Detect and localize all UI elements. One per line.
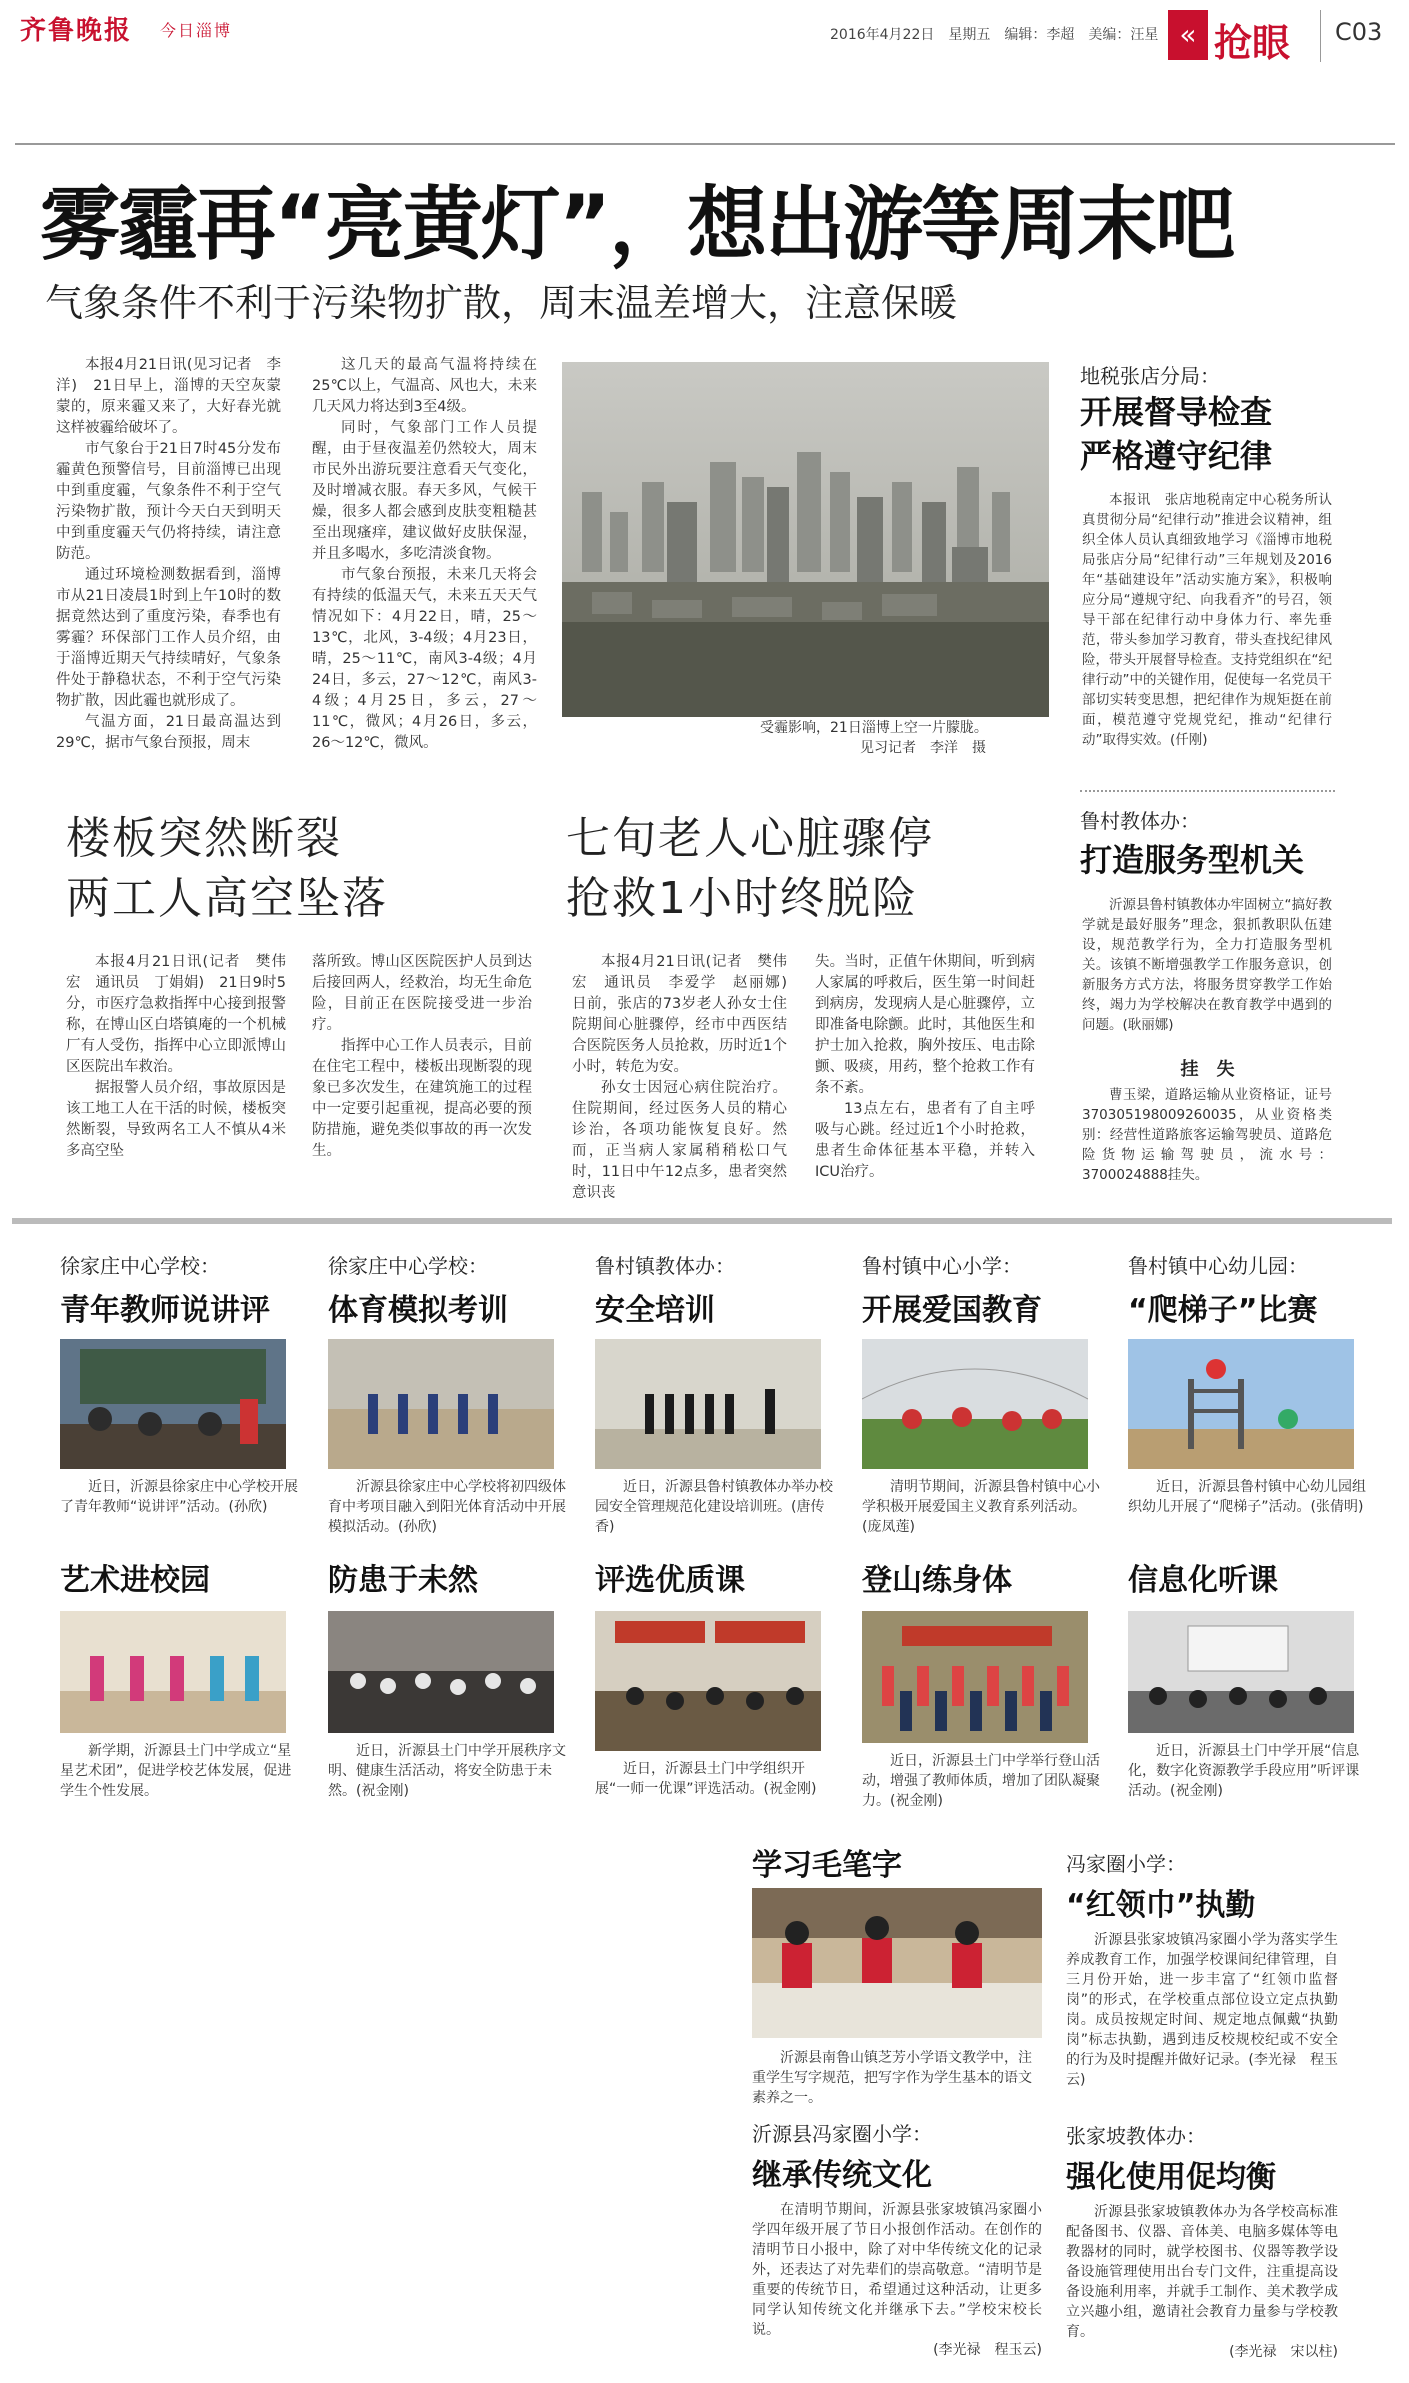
- grid-caption: [595, 1477, 835, 1537]
- paragraph: 本报4月21日讯(见习记者 李洋) 21日早上，淄博的天空灰蒙蒙的，原来霾又来了，大好春光就这样被霾给破坏了。: [56, 357, 281, 436]
- body-text: 本报讯 张店地税南定中心税务所认真贯彻分局“纪律行动”推进会议精神，组织全体人员认真细致地学习《淄博市地税局张店分局“纪律行动”三年规划及2016年“基础建设年”活动实施方案》，积极响应分局“遵规守纪、向我看齐”的号召，领导干部在纪律行动中身体力行、率先垂范，带头参加学习教育，带头查找纪律风险，带头开展督导检查。支持党组织在“纪律行动”中的关键作用，促使每一名党员干部切实转变思想，把纪律作为规矩挺在前面，模范遵守党规党纪，推动“纪律行动”取得实效。: [1082, 492, 1332, 748]
- grid-title: 开展爱国教育: [862, 1293, 1042, 1328]
- assembly-photo: [328, 1611, 554, 1733]
- art-performance-photo: [60, 1611, 286, 1733]
- caption-text: 近日，沂源县土门中学开展“信息化，数字化资源教学手段应用”听评课活动。: [1128, 1743, 1360, 1799]
- dateline: 2016年4月22日 星期五 编辑：李超 美编：汪星: [830, 27, 1159, 43]
- paragraph: 本报4月21日讯(记者 樊伟宏 通讯员 丁娟娟) 21日9时5分，市医疗急救指挥中心接到报警称，在博山区白塔镇庵的一个机械厂有人受伤，指挥中心立即派博山区医院出车救治。: [66, 954, 286, 1075]
- side-title-1: 开展督导检查: [1080, 393, 1273, 431]
- edition-name: 今日淄博: [160, 21, 233, 40]
- side-mid-body: [1082, 895, 1332, 1035]
- grid-item: [595, 1555, 835, 1799]
- equipment-body: [1066, 2202, 1338, 2362]
- byline: (祝金刚): [763, 1781, 817, 1797]
- story-title-2: 两工人高空坠落: [66, 873, 388, 924]
- paragraph: 13点左右，患者有了自主呼吸与心跳。经过近1个小时抢救，患者生命体征基本平稳，并转入ICU治疗。: [815, 1101, 1035, 1180]
- side-kicker: 冯家圈小学：: [1066, 1852, 1186, 1876]
- side-kicker: 鲁村教体办：: [1080, 809, 1200, 833]
- caption-text: 近日，沂源县鲁村镇中心幼儿园组织幼儿开展了“爬梯子”活动。: [1128, 1479, 1366, 1515]
- grid-item: [60, 1555, 300, 1801]
- side-kicker: 地税张店分局：: [1080, 364, 1220, 388]
- grid-item: [328, 1250, 568, 1537]
- equipment-title: 强化使用促均衡: [1066, 2160, 1276, 2195]
- paragraph: 指挥中心工作人员表示，目前在住宅工程中，楼板出现断裂的现象已多次发生，在建筑施工的过程中一定要引起重视，提高必要的预防措施，避免类似事故的再一次发生。: [312, 1038, 532, 1159]
- classroom-lesson-photo: [595, 1611, 821, 1751]
- newspaper-brand: 齐鲁晚报: [20, 16, 133, 46]
- byline: (张倩明): [1310, 1499, 1364, 1515]
- grid-kicker: 鲁村镇中心幼儿园：: [1128, 1254, 1308, 1278]
- greenhouse-photo: [862, 1339, 1088, 1469]
- grid-title: “爬梯子”比赛: [1128, 1293, 1318, 1328]
- grid-caption: [60, 1477, 300, 1517]
- fall-column-1: [66, 952, 286, 1162]
- story-title-1: 楼板突然断裂: [66, 813, 342, 864]
- divider: [1320, 10, 1321, 62]
- grid-title: 安全培训: [595, 1293, 715, 1328]
- grid-kicker: 徐家庄中心学校：: [328, 1254, 488, 1278]
- masthead: [0, 0, 1409, 80]
- fall-column-2: [312, 952, 532, 1162]
- caption-text: 近日，沂源县土门中学开展秩序文明、健康生活活动，将安全防患于未然。: [328, 1743, 566, 1799]
- caption-text: 近日，沂源县土门中学组织开展“一师一优课”评选活动。: [595, 1761, 805, 1797]
- paragraph: 失。当时，正值午休期间，听到病人家属的呼救后，医生第一时间赶到病房，发现病人是心脏骤停，立即准备电除颤。此时，其他医生和护士加入抢救，胸外按压、电击除颤、吸痰，用药，整个抢救工作有条不紊。: [815, 954, 1035, 1096]
- hiking-group-photo: [862, 1611, 1088, 1743]
- top-rule: [15, 143, 1395, 145]
- page-number: C03: [1335, 18, 1383, 46]
- grid-title: 信息化听课: [1128, 1563, 1278, 1598]
- body-text: 沂源县张家坡镇教体办为各学校高标准配备图书、仪器、音体美、电脑多媒体等电教器材的同时，就学校图书、仪器等教学设备设施管理使用出台专门文件，注重提高设备设施利用率，并就手工制作、美术教学成立兴趣小组，邀请社会教育力量参与学校教育。: [1066, 2204, 1338, 2340]
- caption-text: 受霾影响，21日淄博上空一片朦胧。: [760, 720, 988, 736]
- grid-title: 评选优质课: [595, 1563, 745, 1598]
- chevron-left-icon: «: [1168, 10, 1208, 60]
- grid-caption: [862, 1751, 1102, 1811]
- byline: (仟刚): [1170, 732, 1208, 748]
- grid-title: 防患于未然: [328, 1563, 478, 1598]
- side-kicker: 张家坡教体办：: [1066, 2124, 1206, 2148]
- grid-item: [1128, 1555, 1368, 1801]
- paragraph: 气温方面，21日最高温达到29℃，据市气象台预报，周末: [56, 714, 281, 751]
- paragraph: 据报警人员介绍，事故原因是该工地工人在干活的时候，楼板突然断裂，导致两名工人不慎从4米多高空坠: [66, 1080, 286, 1159]
- heart-column-1: [572, 952, 802, 1204]
- paragraph: 孙女士因冠心病住院治疗。住院期间，经过医务人员的精心诊治，各项功能恢复良好。然而，正当病人家属稍稍松口气时，11日中午12点多，患者突然意识丧: [572, 1080, 787, 1201]
- byline: (李光禄 宋以柱): [1229, 2344, 1338, 2360]
- paragraph: 市气象台于21日7时45分发布霾黄色预警信号，目前淄博已出现中到重度霾，气象条件不利于空气污染物扩散，预计今天白天到明天中到重度霾天气仍将持续，请注意防范。: [56, 441, 281, 562]
- grid-caption: [595, 1759, 835, 1799]
- divider: [1080, 790, 1335, 792]
- lost-notice-title: 挂 失: [1180, 1059, 1235, 1080]
- grid-caption: [1128, 1477, 1368, 1517]
- lead-headline: 雾霾再“亮黄灯”，想出游等周末吧: [40, 178, 1234, 271]
- tradition-body: [752, 2200, 1042, 2360]
- heart-column-2: [815, 952, 1035, 1183]
- classroom-photo: [60, 1339, 286, 1469]
- grid-caption: [60, 1741, 300, 1801]
- news-grid-row-1: [60, 1250, 1366, 1550]
- grid-caption: [862, 1477, 1102, 1537]
- caption-text: 清明节期间，沂源县鲁村镇中心小学积极开展爱国主义教育系列活动。: [862, 1479, 1100, 1515]
- paragraph: 落所致。博山区医院医护人员到达后接回两人，经救治，均无生命危险，目前正在医院接受进一步治疗。: [312, 954, 532, 1033]
- red-scarf-body: [1066, 1930, 1338, 2090]
- grid-title: 青年教师说讲评: [60, 1293, 270, 1328]
- byline: (祝金刚): [1170, 1783, 1223, 1799]
- grid-kicker: 徐家庄中心学校：: [60, 1254, 220, 1278]
- caption-text: 沂源县徐家庄中心学校将初四级体育中考项目融入到阳光体育活动中开展模拟活动。: [328, 1479, 566, 1535]
- lost-notice-body: [1082, 1085, 1332, 1185]
- grid-item: [862, 1555, 1102, 1811]
- section-divider: [12, 1218, 1392, 1224]
- smog-city-photo: [562, 362, 1049, 717]
- grid-title: 体育模拟考训: [328, 1293, 508, 1328]
- body-text: 曹玉梁，道路运输从业资格证，证号370305198009260035，从业资格类别：经营性道路旅客运输驾驶员、道路危险货物运输驾驶员，流水号：3700024888挂失。: [1082, 1087, 1332, 1183]
- calligraphy-title: 学习毛笔字: [752, 1848, 902, 1883]
- calligraphy-photo: [752, 1888, 1042, 2038]
- byline: (耿丽娜): [1122, 1017, 1174, 1033]
- grid-item: [595, 1250, 835, 1537]
- caption-text: 近日，沂源县土门中学举行登山活动，增强了教师体质，增加了团队凝聚力。: [862, 1753, 1100, 1809]
- lead-subhead: 气象条件不利于污染物扩散，周末温差增大，注意保暖: [45, 281, 958, 325]
- safety-training-photo: [595, 1339, 821, 1469]
- grid-caption: [328, 1477, 568, 1537]
- grid-item: [60, 1250, 300, 1517]
- byline: (孙欣): [228, 1499, 268, 1515]
- lead-column-1: [56, 355, 281, 754]
- grid-kicker: 鲁村镇中心小学：: [862, 1254, 1022, 1278]
- grid-caption: [328, 1741, 568, 1801]
- lecture-photo: [1128, 1611, 1354, 1733]
- calligraphy-caption: [752, 2048, 1042, 2108]
- paragraph: 这几天的最高气温将持续在25℃以上，气温高、风也大，未来几天风力将达到3至4级。: [312, 357, 537, 415]
- grid-item: [862, 1250, 1102, 1537]
- paragraph: 本报4月21日讯(记者 樊伟宏 通讯员 李爱学 赵丽娜) 日前，张店的73岁老人孙女士住院期间心脏骤停，经市中西医结合医院医务人员抢救，历时近1个小时，转危为安。: [572, 954, 802, 1075]
- caption-text: 近日，沂源县徐家庄中心学校开展了青年教师“说讲评”活动。: [60, 1479, 298, 1515]
- body-text: 沂源县张家坡镇冯家圈小学为落实学生养成教育工作，加强学校课间纪律管理，自三月份开始，进一步丰富了“红领巾监督岗”的形式，在学校重点部位设立定点执勤岗。成员按规定时间、规定地点佩戴“执勤岗”标志执勤，遇到违反校规校纪或不安全的行为及时提醒并做好记录。: [1066, 1932, 1338, 2068]
- byline: (祝金刚): [356, 1783, 409, 1799]
- byline: (祝金刚): [890, 1793, 943, 1809]
- photo-caption: [760, 718, 1050, 758]
- paragraph: 同时，气象部门工作人员提醒，由于昼夜温差仍然较大，周末市民外出游玩要注意看天气变化，及时增减衣服。春天多风，气候干燥，很多人都会感到皮肤变粗糙甚至出现瘙痒，建议做好皮肤保湿，并且多喝水，多吃清淡食物。: [312, 420, 537, 562]
- grid-title: 艺术进校园: [60, 1563, 210, 1598]
- caption-text: 沂源县南鲁山镇芝芳小学语文教学中，注重学生写字规范，把写字作为学生基本的语文素养之一。: [752, 2050, 1032, 2106]
- story-title-2: 抢救1小时终脱险: [566, 873, 918, 924]
- side-title-2: 严格遵守纪律: [1080, 437, 1273, 475]
- section-title: 抢眼: [1214, 21, 1291, 65]
- red-scarf-title: “红领巾”执勤: [1066, 1888, 1256, 1923]
- caption-credit: 见习记者 李洋 摄: [860, 740, 986, 756]
- grid-title: 登山练身体: [862, 1563, 1012, 1598]
- body-text: 在清明节期间，沂源县张家坡镇冯家圈小学四年级开展了节日小报创作活动。在创作的清明节日小报中，除了对中华传统文化的记录外，还表达了对先辈们的崇高敬意。“清明节是重要的传统节日，希望通过这种活动，让更多同学认知传统文化并继承下去。”学校宋校长说。: [752, 2202, 1042, 2338]
- grid-item: [1128, 1250, 1368, 1517]
- grid-caption: [1128, 1741, 1368, 1801]
- byline: (庞凤莲): [862, 1519, 915, 1535]
- byline: (孙欣): [398, 1519, 437, 1535]
- ladder-climbing-photo: [1128, 1339, 1354, 1469]
- sports-photo: [328, 1339, 554, 1469]
- paragraph: 通过环境检测数据看到，淄博市从21日凌晨1时到上午10时的数据竟然达到了重度污染，春季也有雾霾？环保部门工作人员介绍，由于淄博近期天气持续晴好，气象条件处于静稳状态，不利于空气污染物扩散，因此霾也就形成了。: [56, 567, 281, 709]
- caption-text: 近日，沂源县鲁村镇教体办举办校园安全管理规范化建设培训班。: [595, 1479, 833, 1515]
- side-kicker: 沂源县冯家圈小学：: [752, 2122, 932, 2146]
- paragraph: 市气象台预报，未来几天将会有持续的低温天气，未来五天天气情况如下：4月22日，晴，25～13℃，北风，3-4级；4月23日，晴，25～11℃，南风3-4级；4月24日，多云，27～12℃，南风3-4级；4月25日，多云，27～11℃，微风；4月26日，多云，26～12℃，微风。: [312, 567, 537, 751]
- caption-text: 新学期，沂源县土门中学成立“星星艺术团”，促进学校艺体发展，促进学生个性发展。: [60, 1743, 292, 1799]
- grid-kicker: 鲁村镇教体办：: [595, 1254, 735, 1278]
- news-grid-row-2: [60, 1555, 1360, 1835]
- side-title: 打造服务型机关: [1080, 841, 1305, 879]
- tradition-title: 继承传统文化: [752, 2158, 932, 2193]
- byline: (唐传香): [595, 1499, 825, 1535]
- side-top-body: [1082, 490, 1332, 750]
- grid-item: [328, 1555, 568, 1801]
- byline: (李光禄 程玉云): [1066, 2052, 1339, 2088]
- body-text: 沂源县鲁村镇教体办牢固树立“搞好教学就是最好服务”理念，狠抓教职队伍建设，规范教学行为，全力打造服务型机关。该镇不断增强教学工作服务意识，创新服务方式方法，将服务贯穿教学工作始终，竭力为学校解决在教育教学中遇到的问题。: [1082, 897, 1332, 1033]
- byline: (李光禄 程玉云): [933, 2342, 1042, 2358]
- lead-column-2: [312, 355, 537, 754]
- story-title-1: 七旬老人心脏骤停: [566, 813, 934, 864]
